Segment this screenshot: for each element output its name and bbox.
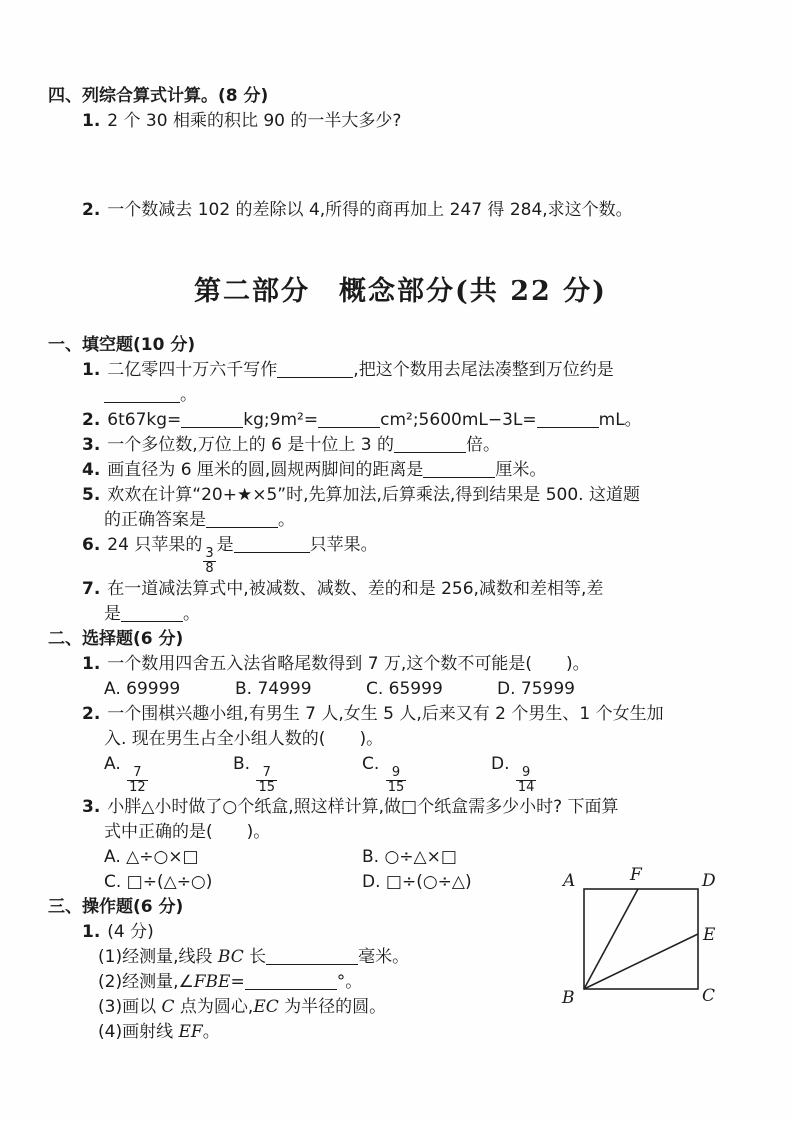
question-text: (4)画射线 (98, 1022, 179, 1043)
option-b: B. ○÷△×□ (362, 847, 457, 868)
question-text: = (230, 972, 245, 993)
blank-line (318, 409, 380, 428)
math-label: C (161, 997, 175, 1018)
question-text: 厘米。 (495, 460, 547, 480)
question-line-continued (104, 508, 753, 533)
question-text: 一个数用四舍五入法省略尾数得到 7 万,这个数不可能是( )。 (107, 653, 590, 674)
option-b: B. 74999 (235, 678, 312, 699)
blank-line (537, 409, 599, 428)
question-line-continued (104, 727, 753, 752)
part2-header-text: 第二部分 概念部分(共 22 分) (194, 276, 607, 307)
option-a (104, 752, 233, 796)
options-row (104, 677, 753, 702)
question-line (82, 198, 753, 223)
math-label: BC (217, 947, 244, 968)
question-line (82, 652, 753, 677)
vertex-label-A: A (563, 871, 576, 891)
question-number: 1. (82, 360, 101, 380)
section-calculation (48, 84, 753, 223)
vertex-label-B: B (562, 988, 575, 1008)
square-ABCD (584, 889, 698, 989)
question-text: 毫米。 (358, 947, 410, 968)
blank-line (423, 459, 495, 478)
question-text: 。 (183, 603, 200, 624)
option-c: C. □÷(△÷○) (104, 872, 213, 893)
blank-line (121, 603, 183, 622)
fraction (385, 766, 408, 796)
question-text: 二亿零四十万六千写作 (107, 360, 278, 380)
question-text: 。 (180, 385, 197, 405)
option-label: A. (104, 753, 121, 774)
math-label: EF (178, 1022, 203, 1043)
section-title (48, 84, 753, 109)
vertex-label-C: C (702, 986, 716, 1006)
question-text: 2 个 30 相乘的积比 90 的一半大多少? (107, 111, 402, 131)
question-number: 6. (82, 535, 101, 555)
answer-space (48, 134, 753, 198)
fraction-numerator: 7 (133, 764, 142, 780)
fraction-denominator: 12 (129, 779, 146, 795)
question-text: (1)经测量,线段 (98, 947, 218, 968)
segment-BE (584, 934, 698, 989)
option-d (491, 753, 537, 795)
option-c: C. 65999 (366, 678, 443, 699)
question-number: 2. (82, 703, 101, 724)
question-text: °。 (336, 972, 363, 993)
question-text: 是 (104, 603, 121, 624)
question-text: mL。 (598, 410, 642, 430)
blank-line (181, 409, 243, 428)
part2-header (48, 273, 753, 311)
option-b (233, 752, 362, 796)
blank-line (266, 946, 358, 965)
section-title-text: 三、操作题(6 分) (48, 897, 184, 918)
question-text: 。 (202, 1022, 220, 1043)
question-line (82, 433, 753, 458)
question-text: 小胖△小时做了○个纸盒,照这样计算,做□个纸盒需多少小时? 下面算 (107, 797, 619, 818)
fraction-numerator: 7 (262, 764, 271, 780)
fraction-numerator: 9 (391, 764, 401, 780)
question-text: 的正确答案是 (104, 510, 206, 530)
option-c (362, 752, 491, 796)
blank-line (206, 509, 278, 528)
section-title (48, 333, 753, 358)
question-text: 一个数减去 102 的差除以 4,所得的商再加上 247 得 284,求这个数。 (107, 200, 633, 220)
question-text: 为半径的圆。 (278, 997, 387, 1018)
question-number: 1. (82, 653, 101, 674)
question-text: 一个围棋兴趣小组,有男生 7 人,女生 5 人,后来又有 2 个男生、1 个女生加 (107, 703, 664, 724)
fraction-denominator: 14 (517, 779, 535, 795)
question-line (82, 577, 753, 602)
question-line (98, 1020, 753, 1045)
question-text: 是 (216, 535, 234, 555)
section-title-text: 四、列综合算式计算。(8 分) (48, 86, 269, 106)
question-line (82, 702, 753, 727)
question-text: 6t67kg= (107, 410, 182, 430)
fraction (515, 766, 538, 796)
fraction-denominator: 15 (387, 779, 405, 795)
question-text: 点为圆心, (174, 997, 254, 1018)
vertex-label-E: E (703, 925, 716, 945)
question-number: 2. (82, 200, 101, 220)
fraction (255, 766, 278, 796)
section-title-text: 二、选择题(6 分) (48, 628, 184, 649)
question-text: 。 (278, 510, 295, 530)
fraction-denominator: 15 (258, 779, 276, 795)
question-text: (2)经测量,∠ (98, 972, 194, 993)
question-number: 4. (82, 460, 101, 480)
question-text: (4 分) (107, 922, 154, 943)
math-label: FBE (193, 972, 231, 993)
question-text: 入. 现在男生占全小组人数的( )。 (104, 728, 384, 749)
vertex-label-D: D (702, 871, 716, 891)
question-text: (3)画以 (98, 997, 162, 1018)
question-number: 7. (82, 578, 101, 599)
blank-line (277, 359, 353, 378)
question-text: cm²;5600mL−3L= (380, 410, 537, 430)
question-line-continued (104, 383, 753, 408)
math-label: EC (253, 997, 279, 1018)
question-line (82, 795, 753, 820)
question-number: 5. (82, 485, 101, 505)
question-number: 3. (82, 435, 101, 455)
question-line (82, 483, 753, 508)
option-a: A. 69999 (104, 678, 181, 699)
question-number: 3. (82, 797, 101, 818)
question-text: kg;9m²= (243, 410, 319, 430)
question-number: 2. (82, 410, 101, 430)
blank-line (234, 534, 310, 553)
question-line (82, 533, 753, 577)
blank-line (245, 971, 337, 990)
fraction (202, 547, 216, 577)
question-text: 一个多位数,万位上的 6 是十位上 3 的 (107, 435, 394, 455)
question-text: 画直径为 6 厘米的圆,圆规两脚间的距离是 (107, 460, 424, 480)
section-multiple-choice (48, 627, 753, 896)
question-text: 24 只苹果的 (107, 535, 203, 555)
option-label: D. (491, 753, 510, 774)
fraction-numerator: 3 (205, 546, 214, 561)
geometry-figure (556, 862, 736, 1022)
geometry-figure-svg (556, 862, 736, 1022)
blank-line (104, 384, 180, 403)
section-fill-in (48, 333, 753, 627)
question-line (82, 109, 753, 134)
question-number: 1. (82, 111, 101, 131)
fraction-numerator: 9 (522, 764, 531, 780)
option-d: D. □÷(○÷△) (362, 872, 472, 893)
question-text: 式中正确的是( )。 (104, 822, 271, 843)
question-line (82, 458, 753, 483)
options-row (104, 752, 753, 796)
fraction-denominator: 8 (205, 561, 214, 577)
question-line (82, 408, 753, 433)
section-title (48, 627, 753, 652)
question-number: 1. (82, 922, 101, 943)
question-text: ,把这个数用去尾法凑整到万位约是 (353, 360, 614, 380)
option-label: C. (362, 753, 380, 774)
section-title-text: 一、填空题(10 分) (48, 335, 196, 355)
option-d: D. 75999 (497, 678, 575, 699)
question-line (82, 358, 753, 383)
question-text: 欢欢在计算“20+★×5”时,先算加法,后算乘法,得到结果是 500. 这道题 (107, 485, 640, 505)
option-a: A. △÷○×□ (104, 847, 199, 868)
vertex-label-F: F (630, 865, 642, 885)
question-text: 倍。 (465, 435, 500, 455)
question-line-continued (104, 820, 753, 845)
fraction (126, 766, 149, 796)
question-text: 在一道减法算式中,被减数、减数、差的和是 256,减数和差相等,差 (107, 578, 604, 599)
segment-BF (584, 889, 638, 989)
blank-line (394, 434, 466, 453)
question-text: 长 (243, 947, 267, 968)
option-label: B. (233, 753, 251, 774)
question-line-continued (104, 602, 753, 627)
question-text: 只苹果。 (309, 535, 378, 555)
